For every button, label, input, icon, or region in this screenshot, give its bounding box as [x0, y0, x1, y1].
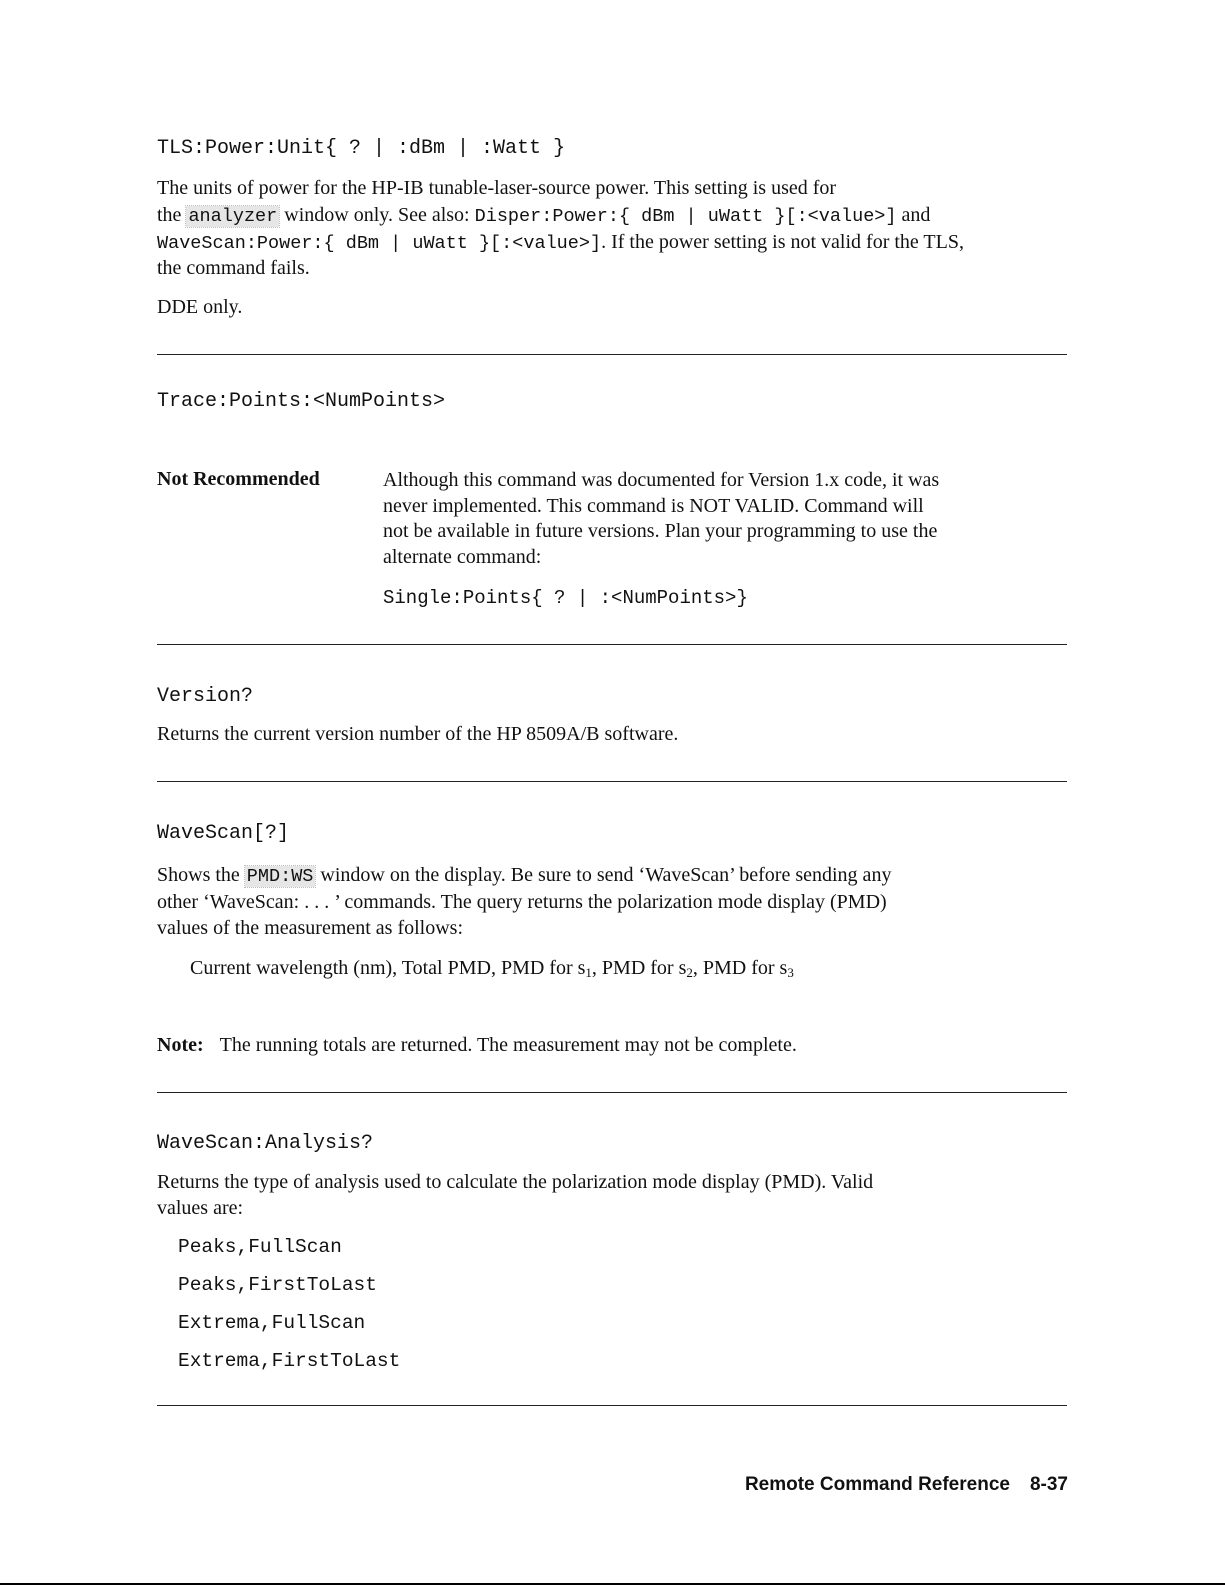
text-fragment: window only. See also:	[279, 204, 475, 226]
inline-command: Disper:Power:{ dBm | uWatt }[:<value>]	[474, 206, 897, 227]
note-text: DDE only.	[157, 296, 243, 318]
section-divider	[157, 354, 1067, 355]
paragraph-line: the command fails.	[157, 257, 310, 279]
subscript: 2	[686, 965, 693, 980]
returned-values-line	[190, 955, 794, 982]
text-fragment: and	[896, 204, 931, 226]
pmd-ws-window-link[interactable]: PMD:WS	[246, 866, 314, 887]
command-heading-version: Version?	[157, 685, 254, 708]
text-fragment: window on the display. Be sure to send ‘WaveScan’ before sending any	[315, 864, 892, 886]
paragraph-line: not be available in future versions. Plan your programming to use the	[383, 520, 938, 542]
paragraph-line: The units of power for the HP-IB tunable-laser-source power. This setting is used for	[157, 177, 837, 199]
not-recommended-label: Not Recommended	[157, 468, 320, 490]
text-fragment: , PMD for s	[692, 957, 788, 979]
note-text: The running totals are returned. The measurement may not be complete.	[219, 1034, 797, 1056]
paragraph-line: never implemented. This command is NOT VALID. Command will	[383, 494, 924, 517]
not-recommended-description	[383, 468, 939, 570]
paragraph-line: other ‘WaveScan: . . . ’ commands. The query returns the polarization mode display (PMD)	[157, 891, 887, 913]
paragraph-line	[157, 229, 964, 258]
alternate-command: Single:Points{ ? | :<NumPoints>}	[383, 587, 748, 609]
text-fragment: Shows the	[157, 864, 245, 886]
text-fragment: , PMD for s	[591, 957, 687, 979]
subscript: 1	[585, 965, 592, 980]
analyzer-window-link[interactable]: analyzer	[188, 206, 278, 227]
command-heading-wavescan: WaveScan[?]	[157, 822, 290, 845]
page-footer	[745, 1474, 1068, 1496]
paragraph-line: Although this command was documented for Version 1.x code, it was	[383, 469, 940, 491]
note-label: Note:	[157, 1034, 204, 1056]
paragraph-line: Returns the current version number of the HP 8509A/B software.	[157, 723, 679, 745]
paragraph-line: values are:	[157, 1197, 244, 1219]
paragraph-line: Returns the type of analysis used to calculate the polarization mode display (PMD). Valid	[157, 1171, 874, 1193]
list-item: Extrema,FullScan	[178, 1312, 366, 1334]
inline-command: WaveScan:Power:{ dBm | uWatt }[:<value>]	[157, 233, 602, 254]
paragraph-line: alternate command:	[383, 545, 542, 568]
section-divider	[157, 781, 1067, 782]
text-fragment: Current wavelength (nm), Total PMD, PMD for s	[190, 957, 586, 979]
list-item: Extrema,FirstToLast	[178, 1350, 401, 1372]
list-item: Peaks,FullScan	[178, 1236, 342, 1258]
list-item: Peaks,FirstToLast	[178, 1274, 377, 1296]
paragraph-line	[157, 202, 930, 231]
text-fragment: the	[157, 204, 187, 226]
section-divider	[157, 1405, 1067, 1406]
paragraph-line: values of the measurement as follows:	[157, 917, 464, 939]
section-divider	[157, 644, 1067, 645]
footer-title: Remote Command Reference	[744, 1474, 1010, 1495]
page-number: 8-37	[1029, 1474, 1068, 1495]
note-line	[157, 1032, 797, 1059]
subscript: 3	[787, 965, 794, 980]
paragraph-line	[157, 862, 891, 891]
section-divider	[157, 1092, 1067, 1093]
command-heading-wavescan-analysis: WaveScan:Analysis?	[157, 1132, 374, 1155]
command-heading-trace-points: Trace:Points:<NumPoints>	[157, 390, 446, 413]
command-heading-tls-power-unit: TLS:Power:Unit{ ? | :dBm | :Watt }	[157, 137, 566, 160]
text-fragment: . If the power setting is not valid for the TLS,	[601, 231, 964, 253]
